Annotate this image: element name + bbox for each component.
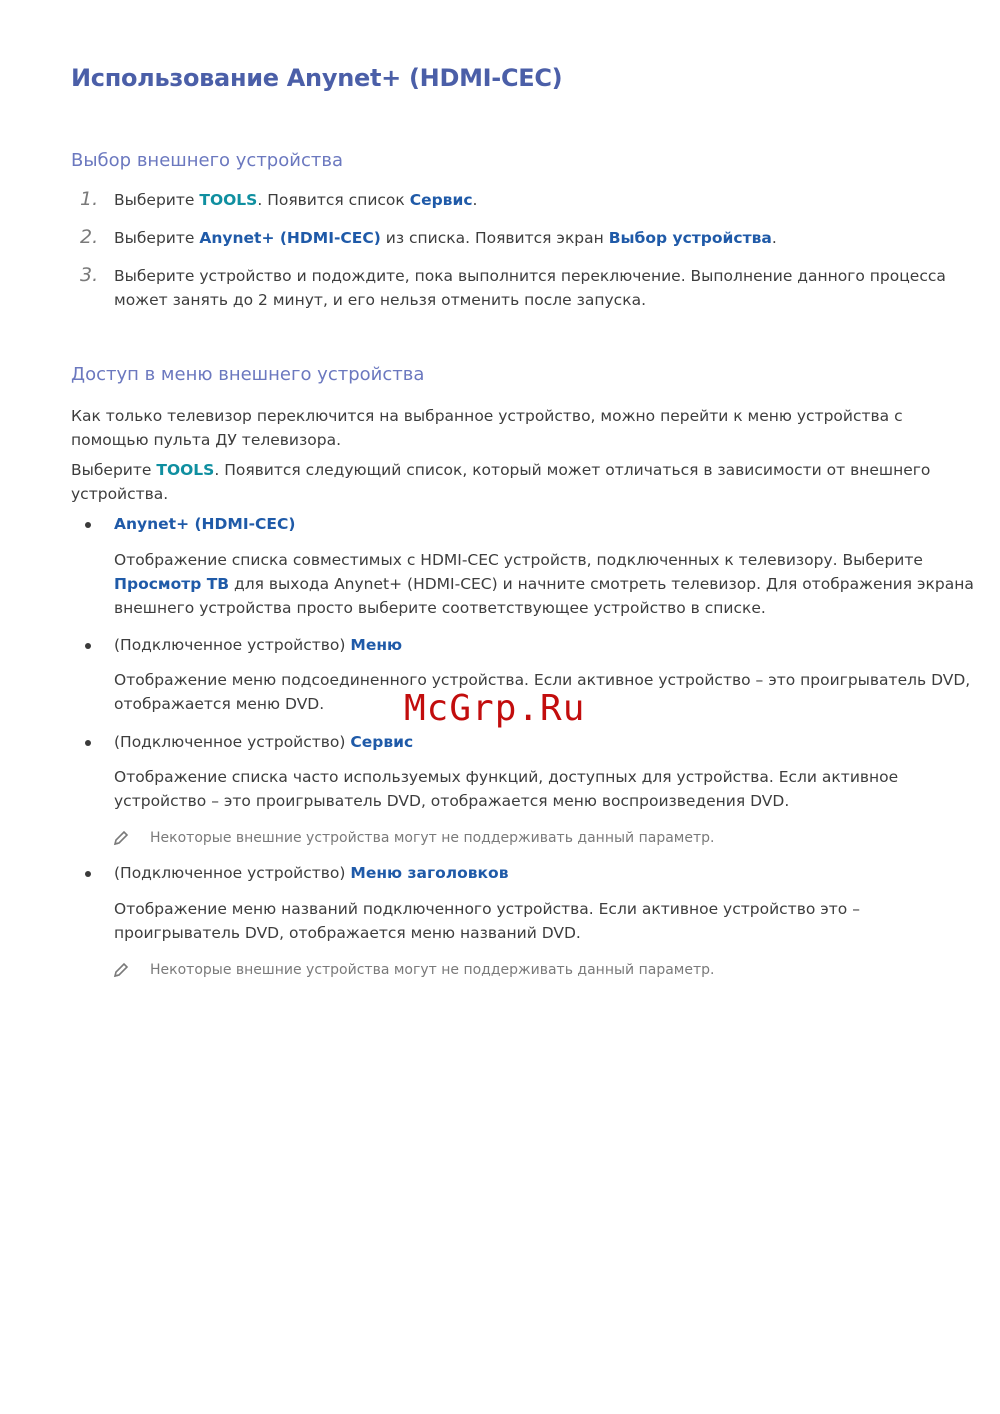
list-item-description: Отображение списка совместимых с HDMI-CEC устройств, подключенных к телевизору. Выберите Просмотр ТВ для выхода Anynet+ (HDMI-CEC) и начните смотреть телевизор. Для отображения экрана внешнего устройства просто выберите соответствующее устройство в списке. <box>114 551 974 617</box>
step-number: 2. <box>80 226 99 248</box>
bullet <box>85 740 91 746</box>
list-item-title: (Подключенное устройство) Меню заголовков <box>114 864 509 882</box>
select-tools-paragraph: Выберите TOOLS. Появится следующий список, который может отличаться в зависимости от внешнего устройства. <box>71 461 931 503</box>
step-number: 3. <box>80 264 99 286</box>
list-item-title: (Подключенное устройство) Сервис <box>114 733 414 751</box>
list-item-description: Отображение меню названий подключенного устройства. Если активное устройство это – проигрыватель DVD, отображается меню названий DVD. <box>114 900 860 942</box>
step-number: 1. <box>80 188 99 210</box>
intro-paragraph: Как только телевизор переключится на выбранное устройство, можно перейти к меню устройства с помощью пульта ДУ телевизора. <box>71 407 903 449</box>
step-text: Выберите TOOLS. Появится список Сервис. <box>114 191 478 209</box>
list-item-title: Anynet+ (HDMI-CEC) <box>114 515 296 533</box>
page-title: Использование Anynet+ (HDMI-CEC) <box>71 64 563 92</box>
section-heading-select-device: Выбор внешнего устройства <box>71 150 343 171</box>
note-text: Некоторые внешние устройства могут не поддерживать данный параметр. <box>150 962 715 978</box>
section-heading-access-menu: Доступ в меню внешнего устройства <box>71 364 425 385</box>
step-text: Выберите устройство и подождите, пока выполнится переключение. Выполнение данного процесса может занять до 2 минут, и его нельзя отменить после запуска. <box>114 267 946 309</box>
list-item-title: (Подключенное устройство) Меню <box>114 636 403 654</box>
bullet <box>85 643 91 649</box>
watermark: McGrp.Ru <box>404 688 586 729</box>
bullet <box>85 522 91 528</box>
bullet <box>85 871 91 877</box>
note-text: Некоторые внешние устройства могут не поддерживать данный параметр. <box>150 830 715 846</box>
pencil-icon <box>112 829 130 847</box>
list-item-description: Отображение меню подсоединенного устройства. Если активное устройство – это проигрыватель DVD, отображается меню DVD. <box>114 671 971 713</box>
list-item-description: Отображение списка часто используемых функций, доступных для устройства. Если активное устройство – это проигрыватель DVD, отображается меню воспроизведения DVD. <box>114 768 899 810</box>
step-text: Выберите Anynet+ (HDMI-CEC) из списка. Появится экран Выбор устройства. <box>114 229 777 247</box>
pencil-icon <box>112 961 130 979</box>
